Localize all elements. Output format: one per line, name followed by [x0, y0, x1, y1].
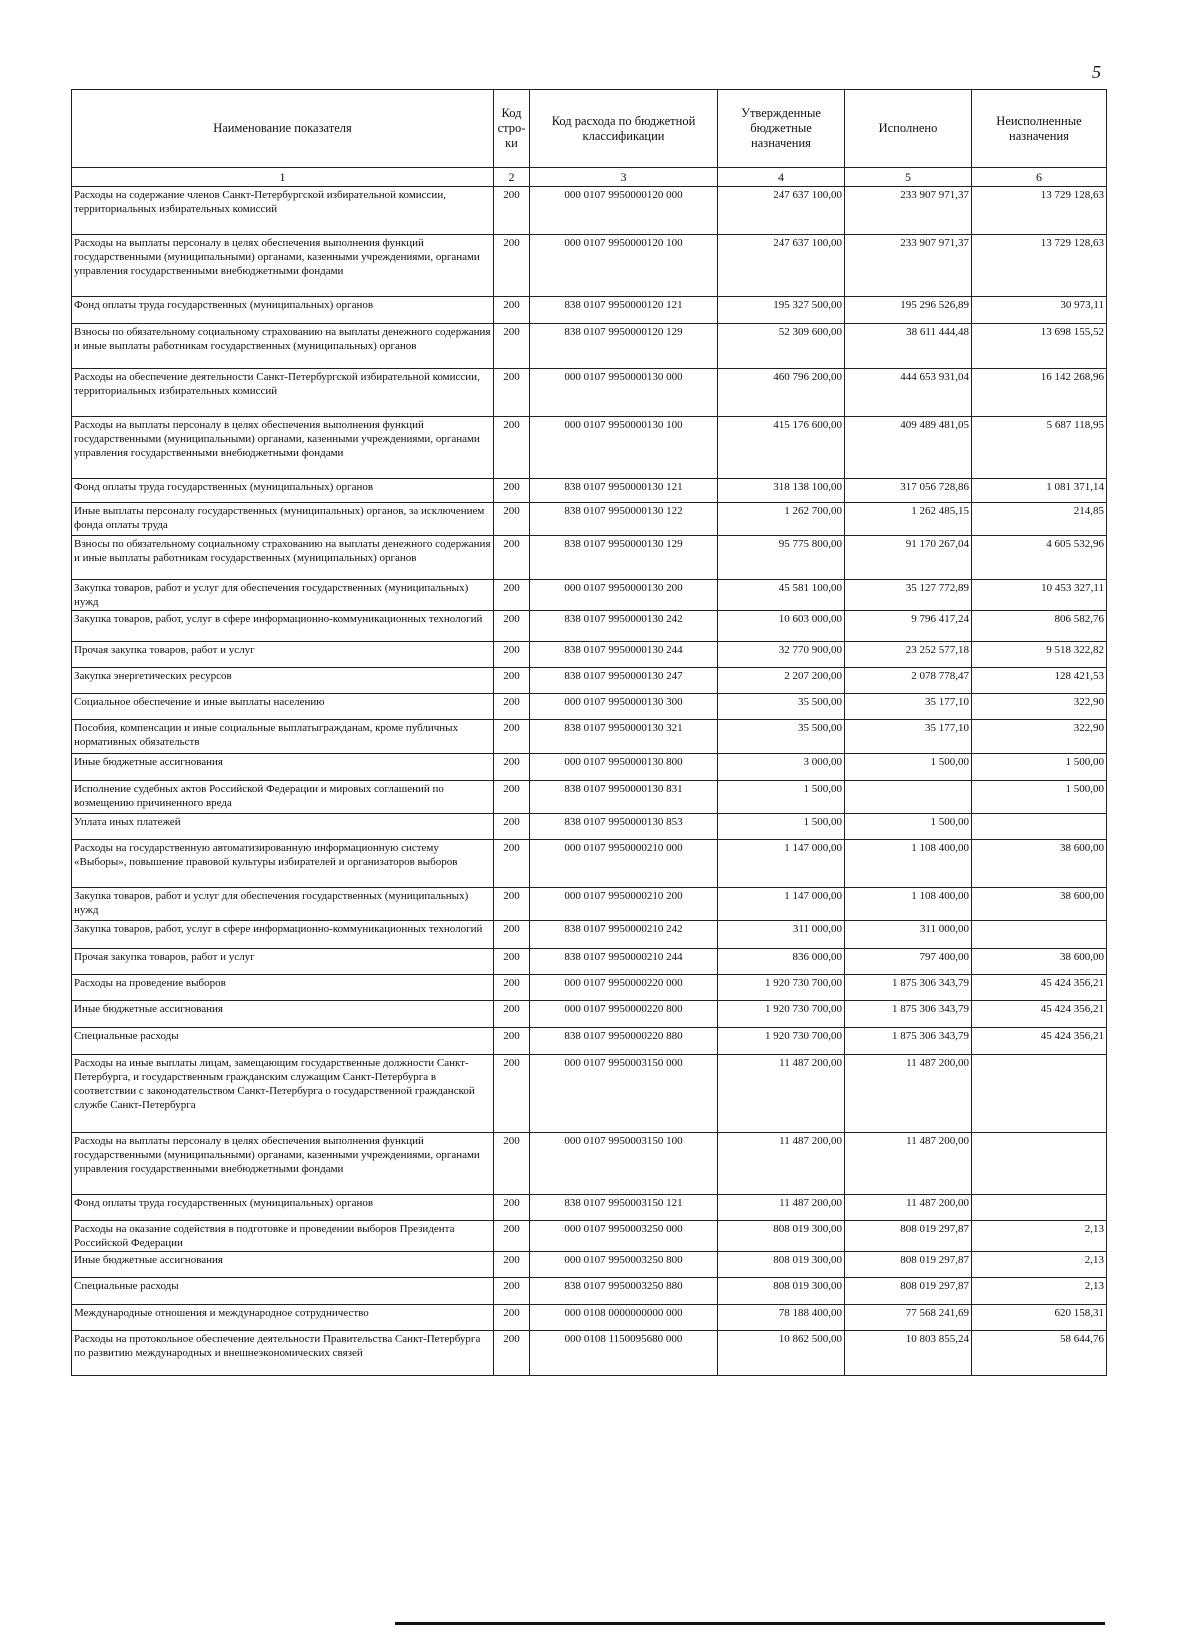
- row-name: Закупка товаров, работ, услуг в сфере информационно-коммуникационных технологий: [72, 921, 494, 949]
- row-executed: 11 487 200,00: [845, 1133, 972, 1195]
- row-kbk: 000 0107 9950000220 000: [530, 975, 718, 1001]
- row-executed: 11 487 200,00: [845, 1195, 972, 1221]
- row-executed: 1 875 306 343,79: [845, 975, 972, 1001]
- row-name: Закупка товаров, работ и услуг для обеспечения государственных (муниципальных) нужд: [72, 580, 494, 611]
- row-code: 200: [494, 949, 530, 975]
- row-approved: 415 176 600,00: [718, 417, 845, 479]
- row-name: Расходы на иные выплаты лицам, замещающим государственные должности Санкт-Петербурга, и государственным гражданским служащим Санкт-Петербурга в соответствии с законодательством Санкт-Петербурга о государственной гражданской службе Санкт-Петербурга: [72, 1055, 494, 1133]
- row-executed: 1 875 306 343,79: [845, 1001, 972, 1028]
- row-unexecuted: 806 582,76: [972, 611, 1107, 642]
- row-name: Иные бюджетные ассигнования: [72, 1252, 494, 1278]
- row-kbk: 838 0107 9950000130 853: [530, 814, 718, 840]
- row-kbk: 838 0107 9950000130 247: [530, 668, 718, 694]
- row-kbk: 838 0107 9950000120 121: [530, 297, 718, 324]
- table-row: [72, 369, 1107, 417]
- row-approved: 1 920 730 700,00: [718, 1028, 845, 1055]
- row-unexecuted: 38 600,00: [972, 840, 1107, 888]
- row-name: Расходы на проведение выборов: [72, 975, 494, 1001]
- column-number: 4: [718, 168, 845, 187]
- row-executed: 2 078 778,47: [845, 668, 972, 694]
- row-code: 200: [494, 503, 530, 536]
- row-code: 200: [494, 417, 530, 479]
- row-unexecuted: 38 600,00: [972, 888, 1107, 921]
- row-unexecuted: 16 142 268,96: [972, 369, 1107, 417]
- row-unexecuted: [972, 1055, 1107, 1133]
- row-kbk: 838 0107 9950003250 880: [530, 1278, 718, 1305]
- row-kbk: 838 0107 9950003150 121: [530, 1195, 718, 1221]
- row-kbk: 838 0107 9950000130 121: [530, 479, 718, 503]
- row-name: Фонд оплаты труда государственных (муниципальных) органов: [72, 1195, 494, 1221]
- row-executed: 38 611 444,48: [845, 324, 972, 369]
- row-approved: 78 188 400,00: [718, 1305, 845, 1331]
- row-unexecuted: 620 158,31: [972, 1305, 1107, 1331]
- row-approved: 808 019 300,00: [718, 1278, 845, 1305]
- row-unexecuted: 9 518 322,82: [972, 642, 1107, 668]
- row-approved: 11 487 200,00: [718, 1195, 845, 1221]
- budget-execution-table: [71, 89, 1107, 1376]
- table-row: [72, 503, 1107, 536]
- row-approved: 32 770 900,00: [718, 642, 845, 668]
- row-executed: 91 170 267,04: [845, 536, 972, 580]
- row-name: Прочая закупка товаров, работ и услуг: [72, 642, 494, 668]
- row-code: 200: [494, 297, 530, 324]
- row-unexecuted: 45 424 356,21: [972, 1001, 1107, 1028]
- row-code: 200: [494, 888, 530, 921]
- row-approved: 95 775 800,00: [718, 536, 845, 580]
- row-approved: 10 603 000,00: [718, 611, 845, 642]
- row-kbk: 000 0107 9950003150 000: [530, 1055, 718, 1133]
- table-row: [72, 324, 1107, 369]
- row-unexecuted: 4 605 532,96: [972, 536, 1107, 580]
- row-executed: 35 127 772,89: [845, 580, 972, 611]
- row-name: Закупка товаров, работ, услуг в сфере информационно-коммуникационных технологий: [72, 611, 494, 642]
- row-code: 200: [494, 1221, 530, 1252]
- row-unexecuted: 30 973,11: [972, 297, 1107, 324]
- row-name: Закупка товаров, работ и услуг для обеспечения государственных (муниципальных) нужд: [72, 888, 494, 921]
- row-code: 200: [494, 479, 530, 503]
- table-row: [72, 1133, 1107, 1195]
- row-kbk: 000 0108 0000000000 000: [530, 1305, 718, 1331]
- row-code: 200: [494, 754, 530, 781]
- row-unexecuted: 13 698 155,52: [972, 324, 1107, 369]
- row-executed: 1 500,00: [845, 814, 972, 840]
- table-row: [72, 580, 1107, 611]
- row-name: Исполнение судебных актов Российской Федерации и мировых соглашений по возмещению причиненного вреда: [72, 781, 494, 814]
- table-row: [72, 1001, 1107, 1028]
- row-name: Специальные расходы: [72, 1278, 494, 1305]
- header-unexecuted: Неисполненные назначения: [972, 90, 1107, 168]
- row-unexecuted: [972, 814, 1107, 840]
- row-unexecuted: 1 500,00: [972, 754, 1107, 781]
- row-executed: 444 653 931,04: [845, 369, 972, 417]
- row-code: 200: [494, 187, 530, 235]
- row-name: Закупка энергетических ресурсов: [72, 668, 494, 694]
- row-kbk: 838 0107 9950000130 321: [530, 720, 718, 754]
- row-code: 200: [494, 1278, 530, 1305]
- table-header-row: [72, 90, 1107, 168]
- row-unexecuted: 5 687 118,95: [972, 417, 1107, 479]
- row-executed: 1 262 485,15: [845, 503, 972, 536]
- header-executed: Исполнено: [845, 90, 972, 168]
- row-kbk: 000 0107 9950000220 800: [530, 1001, 718, 1028]
- row-kbk: 000 0107 9950000210 200: [530, 888, 718, 921]
- row-kbk: 838 0107 9950000130 242: [530, 611, 718, 642]
- row-approved: 1 262 700,00: [718, 503, 845, 536]
- table-row: [72, 611, 1107, 642]
- row-kbk: 838 0107 9950000220 880: [530, 1028, 718, 1055]
- row-unexecuted: [972, 1133, 1107, 1195]
- row-kbk: 000 0107 9950000130 800: [530, 754, 718, 781]
- table-row: [72, 479, 1107, 503]
- row-code: 200: [494, 369, 530, 417]
- row-code: 200: [494, 1252, 530, 1278]
- row-executed: 77 568 241,69: [845, 1305, 972, 1331]
- row-executed: 311 000,00: [845, 921, 972, 949]
- row-unexecuted: 10 453 327,11: [972, 580, 1107, 611]
- row-executed: 23 252 577,18: [845, 642, 972, 668]
- row-approved: 35 500,00: [718, 720, 845, 754]
- row-executed: 317 056 728,86: [845, 479, 972, 503]
- table-row: [72, 1028, 1107, 1055]
- row-kbk: 000 0107 9950000130 300: [530, 694, 718, 720]
- table-row: [72, 888, 1107, 921]
- row-code: 200: [494, 1055, 530, 1133]
- row-name: Расходы на государственную автоматизированную информационную систему «Выборы», повышение правовой культуры избирателей и организаторов выборов: [72, 840, 494, 888]
- row-executed: 9 796 417,24: [845, 611, 972, 642]
- row-name: Фонд оплаты труда государственных (муниципальных) органов: [72, 297, 494, 324]
- row-code: 200: [494, 580, 530, 611]
- row-code: 200: [494, 840, 530, 888]
- row-name: Расходы на выплаты персоналу в целях обеспечения выполнения функций государственными (муниципальными) органами, казенными учреждениями, органами управления государственными внебюджетными фондами: [72, 1133, 494, 1195]
- row-unexecuted: 128 421,53: [972, 668, 1107, 694]
- row-unexecuted: 45 424 356,21: [972, 975, 1107, 1001]
- row-code: 200: [494, 1133, 530, 1195]
- row-approved: 311 000,00: [718, 921, 845, 949]
- column-number: 2: [494, 168, 530, 187]
- row-approved: 808 019 300,00: [718, 1252, 845, 1278]
- table-body: [72, 187, 1107, 1376]
- row-code: 200: [494, 1305, 530, 1331]
- row-executed: 233 907 971,37: [845, 235, 972, 297]
- row-unexecuted: 38 600,00: [972, 949, 1107, 975]
- header-kbk: Код расхода по бюджетной классификации: [530, 90, 718, 168]
- table-row: [72, 417, 1107, 479]
- row-executed: 797 400,00: [845, 949, 972, 975]
- row-kbk: 838 0107 9950000120 129: [530, 324, 718, 369]
- row-unexecuted: [972, 1195, 1107, 1221]
- row-name: Расходы на выплаты персоналу в целях обеспечения выполнения функций государственными (муниципальными) органами, казенными учреждениями, органами управления государственными внебюджетными фондами: [72, 417, 494, 479]
- row-executed: 11 487 200,00: [845, 1055, 972, 1133]
- row-approved: 1 147 000,00: [718, 888, 845, 921]
- row-executed: 808 019 297,87: [845, 1221, 972, 1252]
- table-row: [72, 1221, 1107, 1252]
- row-approved: 11 487 200,00: [718, 1133, 845, 1195]
- page-number: 5: [1092, 62, 1101, 82]
- table-row: [72, 840, 1107, 888]
- column-number: 3: [530, 168, 718, 187]
- row-name: Пособия, компенсации и иные социальные выплатыгражданам, кроме публичных нормативных обязательств: [72, 720, 494, 754]
- row-approved: 10 862 500,00: [718, 1331, 845, 1376]
- row-executed: 808 019 297,87: [845, 1278, 972, 1305]
- row-executed: 808 019 297,87: [845, 1252, 972, 1278]
- row-executed: 1 108 400,00: [845, 840, 972, 888]
- row-name: Фонд оплаты труда государственных (муниципальных) органов: [72, 479, 494, 503]
- row-kbk: 838 0107 9950000210 242: [530, 921, 718, 949]
- row-approved: 1 500,00: [718, 781, 845, 814]
- row-executed: [845, 781, 972, 814]
- row-name: Иные бюджетные ассигнования: [72, 1001, 494, 1028]
- row-code: 200: [494, 781, 530, 814]
- row-executed: 10 803 855,24: [845, 1331, 972, 1376]
- row-name: Прочая закупка товаров, работ и услуг: [72, 949, 494, 975]
- table-row: [72, 754, 1107, 781]
- row-executed: 35 177,10: [845, 720, 972, 754]
- row-name: Иные выплаты персоналу государственных (муниципальных) органов, за исключением фонда оплаты труда: [72, 503, 494, 536]
- row-kbk: 838 0107 9950000130 129: [530, 536, 718, 580]
- row-approved: 836 000,00: [718, 949, 845, 975]
- row-kbk: 838 0107 9950000130 831: [530, 781, 718, 814]
- row-unexecuted: 2,13: [972, 1252, 1107, 1278]
- row-approved: 247 637 100,00: [718, 187, 845, 235]
- row-unexecuted: 322,90: [972, 694, 1107, 720]
- row-name: Расходы на протокольное обеспечение деятельности Правительства Санкт-Петербурга по развитию международных и внешнеэкономических связей: [72, 1331, 494, 1376]
- row-kbk: 000 0107 9950000130 000: [530, 369, 718, 417]
- row-kbk: 000 0107 9950003250 800: [530, 1252, 718, 1278]
- row-unexecuted: 322,90: [972, 720, 1107, 754]
- row-approved: 1 500,00: [718, 814, 845, 840]
- row-kbk: 000 0107 9950000210 000: [530, 840, 718, 888]
- row-kbk: 000 0107 9950003250 000: [530, 1221, 718, 1252]
- row-unexecuted: 2,13: [972, 1278, 1107, 1305]
- row-name: Взносы по обязательному социальному страхованию на выплаты денежного содержания и иные выплаты работникам государственных (муниципальных) органов: [72, 324, 494, 369]
- row-kbk: 838 0107 9950000130 122: [530, 503, 718, 536]
- column-number: 6: [972, 168, 1107, 187]
- row-code: 200: [494, 235, 530, 297]
- table-row: [72, 235, 1107, 297]
- table-row: [72, 1278, 1107, 1305]
- row-code: 200: [494, 536, 530, 580]
- row-approved: 195 327 500,00: [718, 297, 845, 324]
- row-unexecuted: 13 729 128,63: [972, 235, 1107, 297]
- table-row: [72, 536, 1107, 580]
- table-row: [72, 187, 1107, 235]
- row-name: Расходы на выплаты персоналу в целях обеспечения выполнения функций государственными (муниципальными) органами, казенными учреждениями, органами управления государственными внебюджетными фондами: [72, 235, 494, 297]
- table-row: [72, 975, 1107, 1001]
- row-approved: 1 920 730 700,00: [718, 975, 845, 1001]
- row-kbk: 000 0107 9950000120 000: [530, 187, 718, 235]
- row-unexecuted: 1 081 371,14: [972, 479, 1107, 503]
- table-row: [72, 1305, 1107, 1331]
- table-row: [72, 921, 1107, 949]
- row-code: 200: [494, 1331, 530, 1376]
- column-number-row: [72, 168, 1107, 187]
- row-approved: 45 581 100,00: [718, 580, 845, 611]
- row-name: Взносы по обязательному социальному страхованию на выплаты денежного содержания и иные выплаты работникам государственных (муниципальных) органов: [72, 536, 494, 580]
- row-kbk: 000 0107 9950003150 100: [530, 1133, 718, 1195]
- column-number: 5: [845, 168, 972, 187]
- row-name: Расходы на оказание содействия в подготовке и проведении выборов Президента Российской Федерации: [72, 1221, 494, 1252]
- table-row: [72, 720, 1107, 754]
- row-approved: 247 637 100,00: [718, 235, 845, 297]
- table-row: [72, 949, 1107, 975]
- row-unexecuted: 214,85: [972, 503, 1107, 536]
- row-executed: 1 108 400,00: [845, 888, 972, 921]
- row-approved: 1 147 000,00: [718, 840, 845, 888]
- table-row: [72, 1331, 1107, 1376]
- row-executed: 1 875 306 343,79: [845, 1028, 972, 1055]
- row-executed: 233 907 971,37: [845, 187, 972, 235]
- row-unexecuted: 45 424 356,21: [972, 1028, 1107, 1055]
- row-name: Социальное обеспечение и иные выплаты населению: [72, 694, 494, 720]
- footer-rule: [395, 1622, 1105, 1625]
- row-approved: 808 019 300,00: [718, 1221, 845, 1252]
- row-unexecuted: [972, 921, 1107, 949]
- row-code: 200: [494, 814, 530, 840]
- row-approved: 11 487 200,00: [718, 1055, 845, 1133]
- table-row: [72, 668, 1107, 694]
- table-row: [72, 1055, 1107, 1133]
- row-approved: 460 796 200,00: [718, 369, 845, 417]
- row-approved: 52 309 600,00: [718, 324, 845, 369]
- row-code: 200: [494, 694, 530, 720]
- row-executed: 35 177,10: [845, 694, 972, 720]
- row-code: 200: [494, 921, 530, 949]
- row-kbk: 000 0107 9950000130 200: [530, 580, 718, 611]
- header-approved: Утвержденные бюджетные назначения: [718, 90, 845, 168]
- table-row: [72, 781, 1107, 814]
- row-code: 200: [494, 1001, 530, 1028]
- row-name: Международные отношения и международное сотрудничество: [72, 1305, 494, 1331]
- table-row: [72, 642, 1107, 668]
- row-name: Расходы на обеспечение деятельности Санкт-Петербургской избирательной комиссии, территориальных избирательных комиссий: [72, 369, 494, 417]
- header-code: Код стро- ки: [494, 90, 530, 168]
- row-executed: 195 296 526,89: [845, 297, 972, 324]
- row-code: 200: [494, 324, 530, 369]
- row-unexecuted: 1 500,00: [972, 781, 1107, 814]
- row-approved: 1 920 730 700,00: [718, 1001, 845, 1028]
- row-code: 200: [494, 1195, 530, 1221]
- row-code: 200: [494, 975, 530, 1001]
- row-name: Специальные расходы: [72, 1028, 494, 1055]
- row-approved: 318 138 100,00: [718, 479, 845, 503]
- row-code: 200: [494, 611, 530, 642]
- row-name: Уплата иных платежей: [72, 814, 494, 840]
- table-row: [72, 1195, 1107, 1221]
- row-kbk: 838 0107 9950000130 244: [530, 642, 718, 668]
- row-code: 200: [494, 1028, 530, 1055]
- row-approved: 35 500,00: [718, 694, 845, 720]
- row-code: 200: [494, 668, 530, 694]
- row-kbk: 838 0107 9950000210 244: [530, 949, 718, 975]
- row-code: 200: [494, 720, 530, 754]
- row-unexecuted: 58 644,76: [972, 1331, 1107, 1376]
- table-row: [72, 814, 1107, 840]
- table-row: [72, 1252, 1107, 1278]
- row-executed: 409 489 481,05: [845, 417, 972, 479]
- table-row: [72, 297, 1107, 324]
- row-kbk: 000 0107 9950000120 100: [530, 235, 718, 297]
- column-number: 1: [72, 168, 494, 187]
- row-kbk: 000 0108 1150095680 000: [530, 1331, 718, 1376]
- row-approved: 2 207 200,00: [718, 668, 845, 694]
- row-name: Иные бюджетные ассигнования: [72, 754, 494, 781]
- row-executed: 1 500,00: [845, 754, 972, 781]
- row-approved: 3 000,00: [718, 754, 845, 781]
- row-kbk: 000 0107 9950000130 100: [530, 417, 718, 479]
- row-name: Расходы на содержание членов Санкт-Петербургской избирательной комиссии, территориальных избирательных комиссий: [72, 187, 494, 235]
- row-code: 200: [494, 642, 530, 668]
- table-row: [72, 694, 1107, 720]
- header-name: Наименование показателя: [72, 90, 494, 168]
- row-unexecuted: 2,13: [972, 1221, 1107, 1252]
- row-unexecuted: 13 729 128,63: [972, 187, 1107, 235]
